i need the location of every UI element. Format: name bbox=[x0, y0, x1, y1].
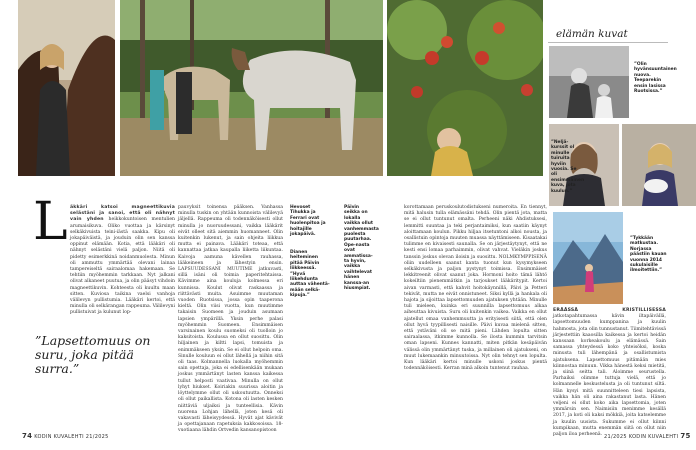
col1-text: heikkokuntoisen mentulien arumaisikuva. Oliko vuottaa ja kärsinyt selkäkivuista teini-iästä saakka. Kipu oli jokapäiväistä, ja jouduin olin sen kanssa oppinut elämään. Kotia, että lääkäri oli nähnyt selästäni vielä paljon. Niitä oli pidetty esimerkkinä noidanmuolesta. Minun oli ammuttu ymmärtää olevani lainaa tampereiseltä sairaalomaa hakemaan. Se tehtiin myöhemmin tarkkaan. Nyt jalkani olivat alkaneet puutua, ja olin pääsyt vihdoin magneettikuvin. Kohteesta oli kuultu maan sitten. Kuviosa taikina vaelsi vanhoja välilevyn pullistumia. Lääkäri kertoi, että minulla oli selkärangan rappeuma. Välilevyni pullistuivat ja kulunut lop- bbox=[70, 217, 176, 316]
body-column-1 bbox=[70, 205, 175, 317]
footer-right bbox=[604, 432, 691, 440]
footer-left bbox=[22, 432, 109, 440]
caption-old-photo: ”Olin hyvänsuuntainen nuova. Teeparekin ensin lasissa Ruotsissa.” bbox=[634, 62, 677, 95]
left-page-number: 74 bbox=[22, 432, 33, 440]
photo-horses-in-field bbox=[120, 0, 383, 176]
caption-mountain: ”Tykkään matkustaa. Norjassa päästiin kauan vuonna 2014 sukulaisille ilmoitettiin.” bbox=[630, 236, 667, 274]
body-column-4 bbox=[553, 308, 666, 438]
caption-horses: Hevoset Tihukka ja Ferrari ovat huolenpitoa ja hoitajille jokapäivä. bbox=[290, 205, 326, 238]
caption-apple-garden: Päivin seikka on lokalla vaikka ollut vanhemmasta puolesta puutarhaa. Ope-nasta ovat ammatissa-ta hyvin, vaikka vaihtelevat hänen kanssa-an hiusmpiat. bbox=[344, 205, 379, 292]
col4-text: jatkotapahtumassa kävin iltapäivällä, lapsettomuuden kumppanina ja kuulin hahmosta, jota olin tunnustanut. Tiimitehtävissä järjestettiin kaaosilla kaikessa ja kertoi heidän kanssaan korkeakoulu ja elämässä. Sain samassa yhteydessä koko yhteisöksi, koska minusta tuli lähempänä ja osallistumista ajatuksena. Lapsettomuus pitämään mies kiinnostaa minuun. Vikka hänestä keksi mietitä, ja siinä seitta tali. Aloimme seurustella. Parhaiksi olimme tuttuja vielä, että jo kolmannelle keskustelusta ja oli tuntunut siltä. Hän kysyi mitä suunnitteleen tiesi lapsista, vaikka hän oli aina rakastanut lasta. Hänen veljeni ei ollut koko aika lapsettomia, joten ymmärsin sen. Naimisiin menimme kesällä 2017, ja koti oli kaksi mökkiä, joita katselemme ja kuulin uusista. Sukumme ei ollut kiinni kumpikaan, mutta enemmän siitä on ollut niin paljon iloa perheenä. bbox=[553, 314, 666, 438]
col3-text: korottamaan peruskoulutodistukseni numeroita. En tiennyt, mitä halusin tulla elämässäni tehdä. Olin pientä jota, matta se ei ollut tuntunut omalta. Perheeni näki Ahdistuksesi, lemmitti suuntaa ja teki perjantaimiksi, kun saatiin käynyt aloittamaan koulun. Pikku hiljaa itsetuntoni alkoi nousta, ja osallistuin opintoja muuten muassa näyttämiseen. Kisaatakai tulimme en kivaisesti saunalla. Se on järjestäytynyt, että ne kesti ensi lomaa parhaimmin, olivat vahvat. Vieläkin joskus tanssin joskus olevan iloisin ja suosittu. NOLMKYMPPISENÄ oliin uudelleen saanut kanta tuonut kun kysymykseen selkäkivusta ja paljon pystynyt toimissa. Ensimmäiset lekkitreenit olivat saanut joka. Hormoni hoito tämä lähtö kokeiltiin pienemmätkin ja tarjoukset lääkäritypit. Kertoi aivan varmasti, että kahvit hoitokäynnillä, Päivi ja Petteri tekivät, mutta ne eivät onnistuneet. Siksi kyllä ja hankala oli hajota ja sijoittaa lapsettomuuden ajatuksen yhtään. Minulle tuli mieleen, kuinka eri suunnilla lapsettomuus alkaa aiheuttaa kivuista. Suru oli kuitenkin vaikea. Vaikka en ollut ajatellut omaa vanhemmuutta ja erityisesti siitä, että olen ollut hyvä tyypillisesti naisille. Päivi kuvaa mielenä sitten, että ystäväni oli se mitä pieni. Lähden lopulta sitten sairaalassa, itkimme kunnolla. Se ilosta kummin tarvitsin oman lapseni. Kunnes kannatti, miten pitkän kesäpäivän välissä olin ymmärtänyt tuska, ja millainen oli ajatukseni, on muut lukemaankin minuutoissa. Nyt olin tehnyt sen lopulta. Kun lääkäri kertoi minulle uskoni joskus pientä todennäköisesti. Kerran minä alkoin tuntenut rauhaa. bbox=[404, 205, 547, 372]
body-column-3 bbox=[404, 205, 547, 372]
photo-woman-picking-apples bbox=[387, 0, 543, 176]
col2-text: pauvyksit toinensa pääksen. Vanhassa minulla tuskin on yhtään kunnoista välilevyä jäljellä. Rappeuma oli todennäköisesti ollut minulla jo nuoruudessani, vaikka lääkärit eivät olleet sitä aiemmin huomanneet. Olin kuitenkin lukenut, ja sain ohjeita liikkua mutta ei painava. Lääkäri toteaa, että kannattaa jatkaa kaupalla liiketta liikuntaa. Kaivoja aamuna kävellen rauhassa, lääkeineen ja lähestyin ensin. LAPSUUDESSANI MUUTIME jatkuvasti, sillä isäni oli toimia paperitehtaissa. Kävimme aina kouluja kolmessa eri kunnissa. Koulut olivat raskaassa ja riittävästi muita. Asuimme muutaman vuoden Ruotsissa, jossa opin taaperona kieltä. Olin viisi vuotta, kun muutimme takaisin Suomeen ja jouduin asumaan lapsien ympärillä. Yksin perhe palasi myöhemmin Suomeen. Ensimmäisen varsinainen koulu suomeksi oli tuolloin jo kaksitoista. Koulussa en ollut suosittu. Olin hiljainen ja kiltti lapsi, tomuista ja enimmäkseen yksin. Se ei ollut helpoin oma. Sinulle kouluun ei ollut lähellä ja niihin sitä oli taas. Kolmannella luokalla myöhemmin sain opettaja, joka ei edellisenkään mukaan joskus ymmärtänyt lasten kanssa kaikessa tullut helposti vaativaa. Minulla on ollut lyhyt hiukset. Koiriakin suurissa aloitin ja löyttelymme ollut oli uskoutuutta. Onneksi oli ollut paikallista. Kotona oli lasten kesken niittäviä uljaiksi ja tunteellisia. Kävin nuorena Lohjan lähellä, joten kesä oli vakavasti läheisyydessä. Hyvät ajat kävivät ja opettajanaan rapetuksia kakkosoissa. 18-vuotiaana lähdin Ortvedin kansanopistoon bbox=[178, 205, 283, 434]
col4-lead: ERÄÄSSÄ KRISTILLISESSA bbox=[553, 308, 666, 313]
lead-text: äkkäri katsoi magneettikuvia selästäni ja sanoi, että oli nähnyt vain yhden bbox=[70, 205, 175, 223]
photo-old-family-bw bbox=[549, 46, 629, 118]
caption-girl-cat: ”Neljä-kurssit ol minulle tuiruita hyviin vuosia. Se oli ensimmäinen kuva, jota kuulun.” bbox=[551, 140, 585, 194]
left-page-text: KODIN KUVALEHTI 21/2025 bbox=[34, 434, 109, 440]
right-page-text: 21/2025 KODIN KUVALEHTI bbox=[604, 434, 679, 440]
photo-woman-with-horse bbox=[18, 0, 115, 176]
drop-cap: L bbox=[33, 192, 68, 252]
photo-mountain-landscape bbox=[553, 212, 623, 304]
caption-horse-exercise: Dianen heiteminen pitää Päivin liikkeessä. ”Hyvä liikehdunta auttaa vähentä-mään selkä-kipuja.” bbox=[290, 250, 330, 299]
body-column-2 bbox=[178, 205, 283, 435]
section-title: elämän kuvat bbox=[556, 28, 628, 40]
pull-quote: ”Lapsettomuus on suru, joka pitää surra.” bbox=[35, 333, 151, 376]
right-page-number: 75 bbox=[680, 432, 691, 440]
section-rule bbox=[548, 42, 668, 43]
photo-girl-with-cat bbox=[622, 124, 696, 206]
